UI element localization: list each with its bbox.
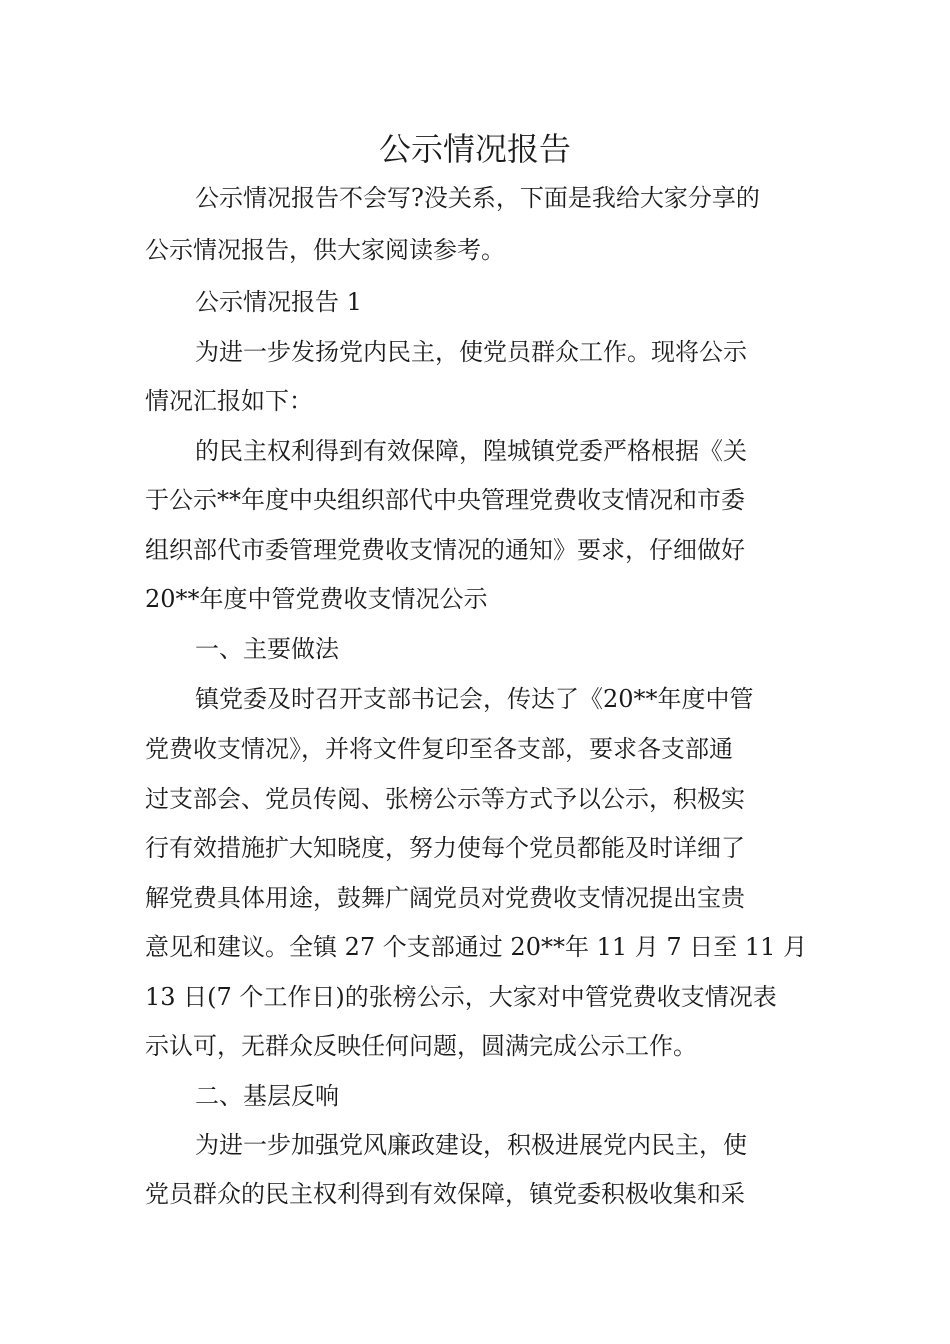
- document-title: 公示情况报告: [378, 130, 571, 168]
- paragraph-line: 的民主权利得到有效保障，隍城镇党委严格根据《关: [195, 437, 747, 465]
- paragraph-line: 过支部会、党员传阅、张榜公示等方式予以公示，积极实: [145, 785, 745, 813]
- paragraph-line: 13 日(7 个工作日)的张榜公示，大家对中管党费收支情况表: [145, 983, 777, 1011]
- intro-line-1: 公示情况报告不会写?没关系，下面是我给大家分享的: [195, 184, 760, 212]
- paragraph-line: 20**年度中管党费收支情况公示: [145, 585, 488, 613]
- paragraph-line: 意见和建议。全镇 27 个支部通过 20**年 11 月 7 日至 11 月: [145, 933, 808, 961]
- paragraph-line: 解党费具体用途，鼓舞广阔党员对党费收支情况提出宝贵: [145, 884, 745, 912]
- paragraph-line: 示认可，无群众反映任何问题，圆满完成公示工作。: [145, 1032, 697, 1060]
- paragraph-line: 行有效措施扩大知晓度，努力使每个党员都能及时详细了: [145, 834, 745, 862]
- paragraph-line: 为进一步发扬党内民主，使党员群众工作。现将公示: [195, 338, 747, 366]
- section-heading-main-practices: 一、主要做法: [195, 635, 339, 663]
- intro-line-2: 公示情况报告，供大家阅读参考。: [145, 236, 505, 264]
- paragraph-line: 党员群众的民主权利得到有效保障，镇党委积极收集和采: [145, 1180, 745, 1208]
- paragraph-line: 为进一步加强党风廉政建设，积极进展党内民主，使: [195, 1131, 747, 1159]
- paragraph-line: 情况汇报如下：: [145, 387, 313, 415]
- paragraph-line: 组织部代市委管理党费收支情况的通知》要求，仔细做好: [145, 536, 745, 564]
- paragraph-line: 党费收支情况》，并将文件复印至各支部，要求各支部通: [145, 735, 733, 763]
- section-heading-report-1: 公示情况报告 1: [195, 288, 362, 316]
- paragraph-line: 镇党委及时召开支部书记会，传达了《20**年度中管: [195, 685, 754, 713]
- section-heading-grassroots-response: 二、基层反响: [195, 1082, 339, 1110]
- paragraph-line: 于公示**年度中央组织部代中央管理党费收支情况和市委: [145, 486, 745, 514]
